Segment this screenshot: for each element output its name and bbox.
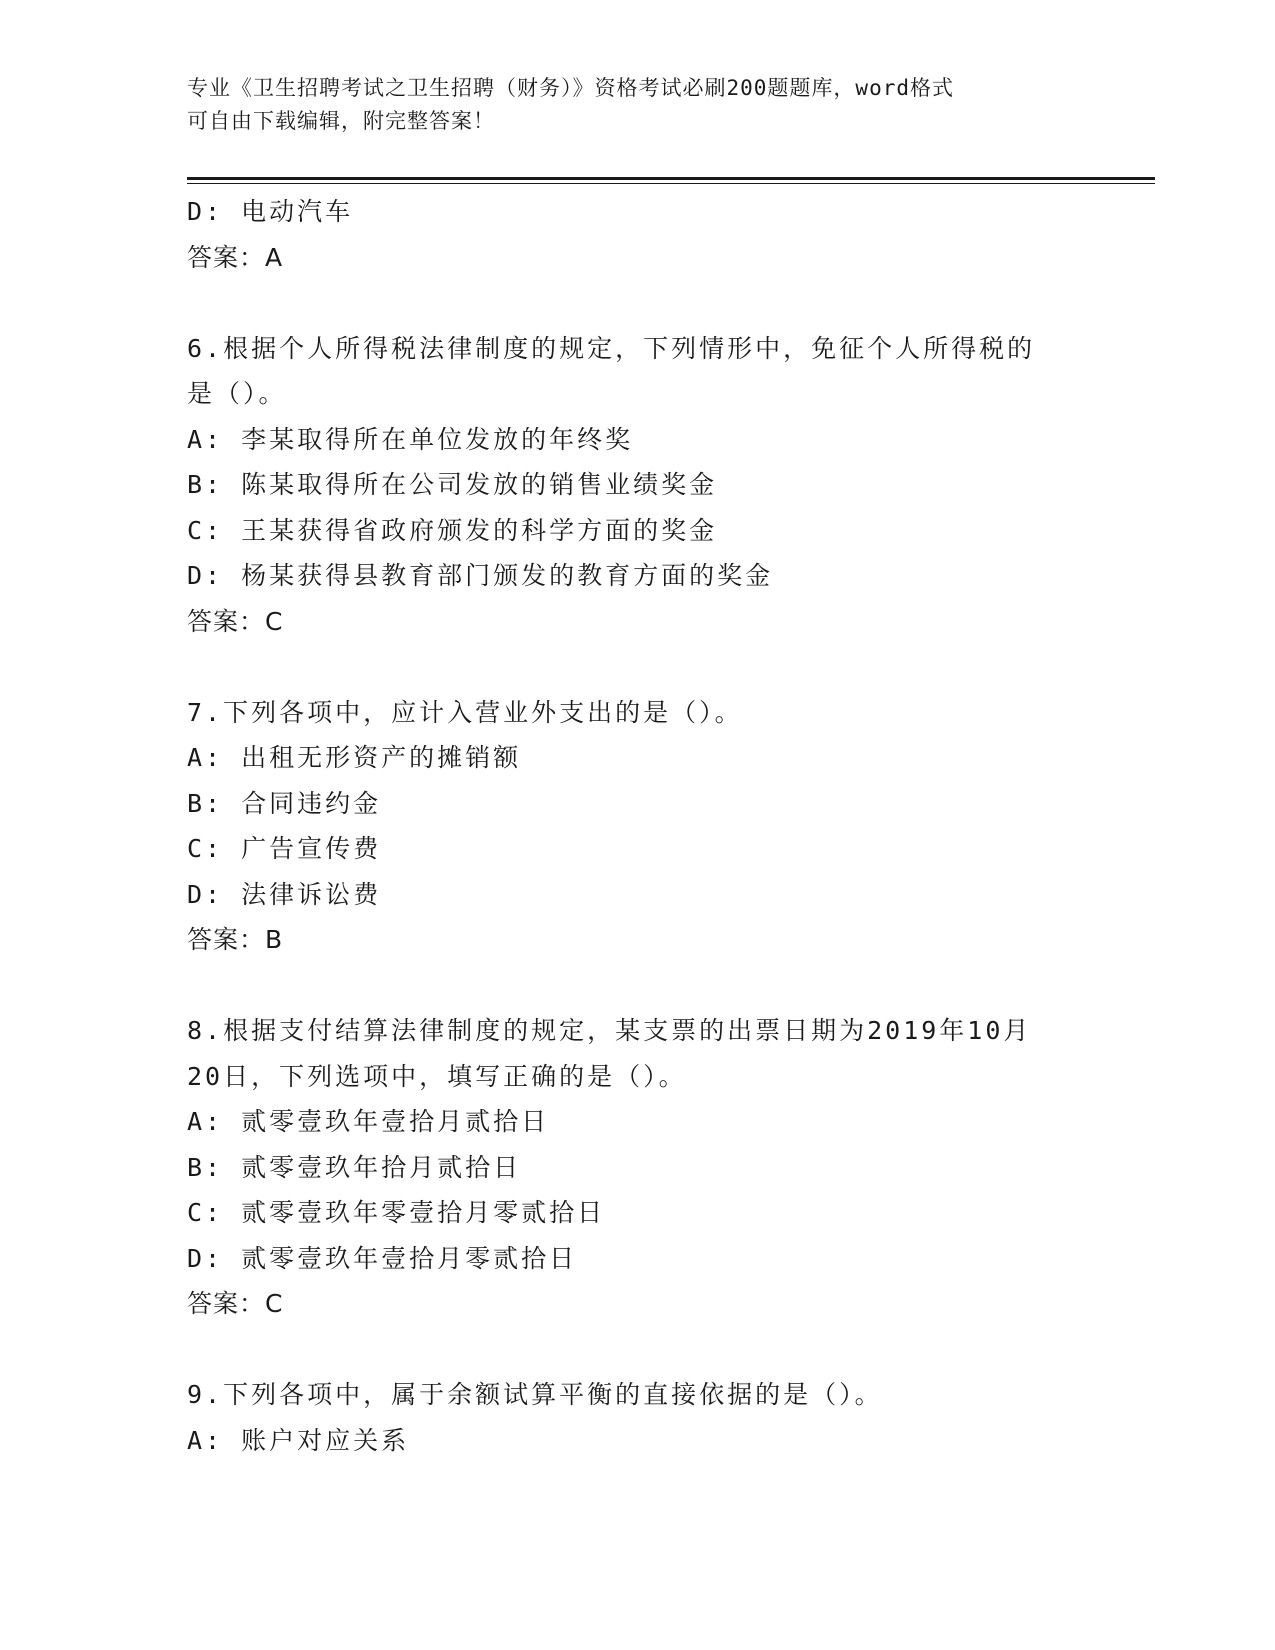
q6-stem-line-1: 6.根据个人所得税法律制度的规定，下列情形中，免征个人所得税的 bbox=[187, 333, 1036, 363]
q6-stem-line-2: 是（）。 bbox=[187, 379, 287, 408]
q7-option-d: D: 法律诉讼费 bbox=[187, 879, 382, 909]
q5-answer: 答案：A bbox=[187, 242, 284, 272]
q6-option-b: B: 陈某取得所在公司发放的销售业绩奖金 bbox=[187, 470, 718, 499]
q9-stem-line-1: 9.下列各项中，属于余额试算平衡的直接依据的是（）。 bbox=[187, 1380, 883, 1409]
q8-option-c: C: 贰零壹玖年零壹拾月零贰拾日 bbox=[187, 1198, 606, 1227]
q8-option-d: D: 贰零壹玖年壹拾月零贰拾日 bbox=[187, 1243, 578, 1273]
question-9 bbox=[187, 1372, 1087, 1463]
q5-option-d: D: 电动汽车 bbox=[187, 197, 354, 226]
q8-option-a: A: 贰零壹玖年壹拾月贰拾日 bbox=[187, 1107, 550, 1136]
spacer bbox=[187, 280, 1087, 326]
q8-answer: 答案：C bbox=[187, 1289, 284, 1318]
header-line-1: 专业《卫生招聘考试之卫生招聘（财务）》资格考试必刷200题题库，word格式 bbox=[187, 76, 954, 100]
q7-option-b: B: 合同违约金 bbox=[187, 788, 382, 818]
q8-stem-line-1: 8.根据支付结算法律制度的规定，某支票的出票日期为2019年10月 bbox=[187, 1016, 1032, 1045]
question-7 bbox=[187, 690, 1087, 963]
q6-option-a: A: 李某取得所在单位发放的年终奖 bbox=[187, 424, 634, 454]
spacer bbox=[187, 644, 1087, 690]
q7-stem-line-1: 7.下列各项中，应计入营业外支出的是（）。 bbox=[187, 697, 743, 727]
q7-option-a: A: 出租无形资产的摊销额 bbox=[187, 743, 522, 772]
header-line-2: 可自由下载编辑，附完整答案！ bbox=[187, 109, 495, 133]
header-divider-thick bbox=[187, 177, 1155, 180]
question-6 bbox=[187, 326, 1087, 645]
question-8 bbox=[187, 1008, 1087, 1327]
question-content bbox=[187, 189, 1087, 1463]
q8-option-b: B: 贰零壹玖年拾月贰拾日 bbox=[187, 1152, 522, 1182]
q6-option-d: D: 杨某获得县教育部门颁发的教育方面的奖金 bbox=[187, 561, 774, 590]
question-5-tail bbox=[187, 189, 1087, 280]
spacer bbox=[187, 1327, 1087, 1373]
q9-option-a: A: 账户对应关系 bbox=[187, 1425, 410, 1455]
spacer bbox=[187, 963, 1087, 1009]
q6-answer: 答案：C bbox=[187, 606, 284, 636]
q7-answer: 答案：B bbox=[187, 925, 284, 954]
q8-stem-line-2: 20日，下列选项中，填写正确的是（）。 bbox=[187, 1061, 687, 1091]
header-divider-thin bbox=[187, 183, 1155, 184]
q6-option-c: C: 王某获得省政府颁发的科学方面的奖金 bbox=[187, 515, 718, 545]
document-header bbox=[187, 72, 1067, 138]
q7-option-c: C: 广告宣传费 bbox=[187, 834, 382, 863]
